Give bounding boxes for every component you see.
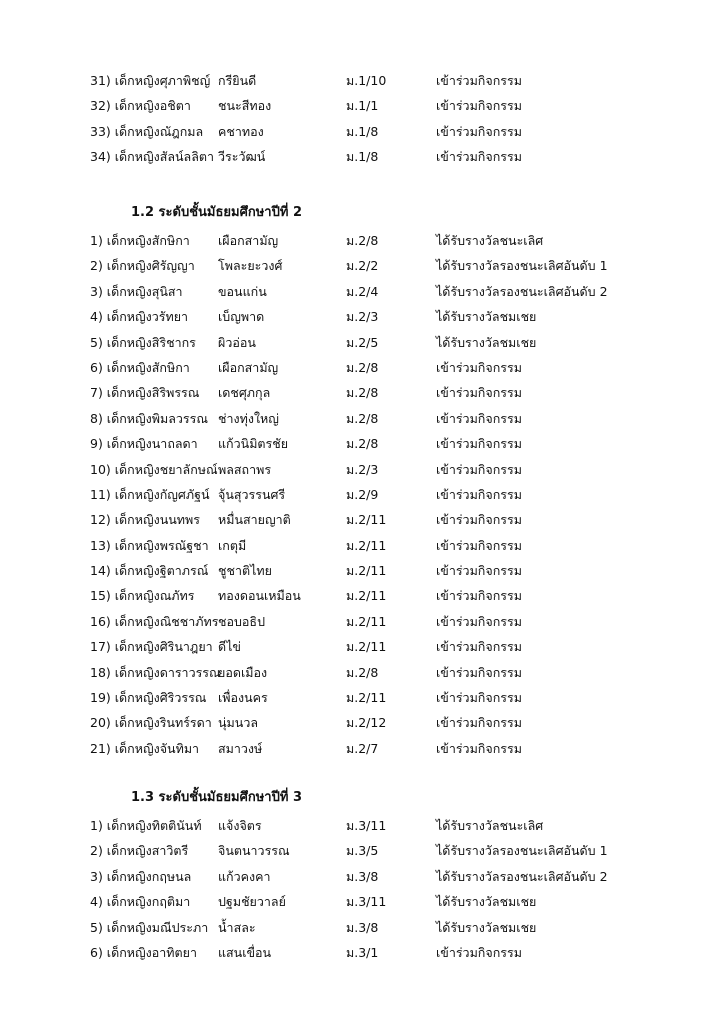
student-surname: จินตนาวรรณ	[218, 843, 290, 859]
student-surname: แก้วคงคา	[218, 868, 271, 884]
list-item	[0, 355, 724, 380]
student-surname: เพื่องนคร	[218, 690, 268, 706]
award-result: เข้าร่วมกิจกรรม	[436, 359, 522, 375]
student-class: ม.2/3	[346, 461, 379, 477]
student-class: ม.2/8	[346, 359, 379, 375]
student-surname: ดีไข่	[218, 639, 241, 655]
award-result: เข้าร่วมกิจกรรม	[436, 385, 522, 401]
list-item	[0, 634, 724, 659]
award-result: เข้าร่วมกิจกรรม	[436, 588, 522, 604]
list-item	[0, 457, 724, 482]
award-result: เข้าร่วมกิจกรรม	[436, 149, 522, 165]
student-surname: เกตุมี	[218, 537, 247, 553]
list-item	[0, 119, 724, 144]
student-class: ม.3/11	[346, 818, 387, 833]
student-class: ม.2/7	[346, 740, 379, 756]
award-result: เข้าร่วมกิจกรรม	[436, 436, 522, 452]
student-name: 3) เด็กหญิงสุนิสา	[90, 283, 183, 299]
list-item	[0, 736, 724, 761]
student-class: ม.3/8	[346, 919, 379, 935]
student-name: 6) เด็กหญิงอาทิตยา	[90, 944, 197, 960]
student-name: 18) เด็กหญิงดาราวรรณ	[90, 664, 221, 680]
list-item	[0, 915, 724, 940]
student-name: 16) เด็กหญิงณิชชาภัทร	[90, 613, 219, 629]
student-class: ม.2/8	[346, 664, 379, 680]
student-name: 8) เด็กหญิงพิมลวรรณ	[90, 410, 208, 426]
student-surname: หมื่นสายญาติ	[218, 512, 291, 528]
student-name: 4) เด็กหญิงกฤติมา	[90, 894, 191, 910]
student-surname: คชาทอง	[218, 123, 264, 139]
student-class: ม.2/11	[346, 690, 387, 706]
student-class: ม.1/8	[346, 149, 379, 165]
student-surname: เดชศุภกุล	[218, 385, 271, 401]
student-surname: ผิวอ่อน	[218, 334, 256, 350]
student-class: ม.2/12	[346, 715, 387, 731]
student-surname: วีระวัฒน์	[218, 149, 266, 165]
award-result: เข้าร่วมกิจกรรม	[436, 410, 522, 426]
student-class: ม.2/9	[346, 486, 379, 502]
student-surname: เบ็ญพาด	[218, 309, 265, 325]
list-item	[0, 228, 724, 253]
student-surname: แจ้งจิตร	[218, 818, 262, 833]
list-item	[0, 330, 724, 355]
student-class: ม.2/8	[346, 233, 379, 248]
award-result: เข้าร่วมกิจกรรม	[436, 690, 522, 706]
award-result: ได้รับรางวัลชมเชย	[436, 894, 537, 910]
list-item	[0, 507, 724, 532]
student-surname: ยอดเมือง	[218, 664, 268, 680]
award-result: เข้าร่วมกิจกรรม	[436, 123, 522, 139]
list-item	[0, 380, 724, 405]
award-result: ได้รับรางวัลรองชนะเลิศอันดับ 2	[436, 283, 608, 299]
list-item	[0, 304, 724, 329]
student-class: ม.2/11	[346, 563, 387, 579]
student-name: 14) เด็กหญิงฐิตาภรณ์	[90, 563, 209, 579]
list-item	[0, 279, 724, 304]
award-result: เข้าร่วมกิจกรรม	[436, 73, 522, 88]
student-name: 1) เด็กหญิงทิตตินันท์	[90, 818, 202, 833]
student-class: ม.3/5	[346, 843, 379, 859]
list-item	[0, 533, 724, 558]
student-surname: พลสถาพร	[218, 461, 272, 477]
student-name: 5) เด็กหญิงมณีประภา	[90, 919, 209, 935]
award-result: เข้าร่วมกิจกรรม	[436, 486, 522, 502]
student-name: 20) เด็กหญิงรินทร์รดา	[90, 715, 212, 731]
student-surname: กรียินดี	[218, 73, 257, 88]
student-name: 9) เด็กหญิงนาถลดา	[90, 436, 198, 452]
award-result: ได้รับรางวัลชมเชย	[436, 919, 537, 935]
student-class: ม.2/8	[346, 436, 379, 452]
student-class: ม.2/5	[346, 334, 379, 350]
list-item	[0, 558, 724, 583]
list-item	[0, 609, 724, 634]
award-result: เข้าร่วมกิจกรรม	[436, 944, 522, 960]
student-name: 6) เด็กหญิงสักษิกา	[90, 359, 190, 375]
award-result: ได้รับรางวัลชมเชย	[436, 309, 537, 325]
student-class: ม.2/8	[346, 385, 379, 401]
list-item	[0, 253, 724, 278]
student-surname: เผือกสามัญ	[218, 233, 279, 248]
student-name: 2) เด็กหญิงสาวิตรี	[90, 843, 189, 859]
list-item	[0, 864, 724, 889]
student-class: ม.3/1	[346, 944, 379, 960]
award-result: ได้รับรางวัลรองชนะเลิศอันดับ 1	[436, 258, 608, 274]
student-surname: เผือกสามัญ	[218, 359, 279, 375]
student-surname: แสนเขื่อน	[218, 944, 272, 960]
award-result: ได้รับรางวัลรองชนะเลิศอันดับ 2	[436, 868, 608, 884]
student-class: ม.2/11	[346, 639, 387, 655]
list-item	[0, 406, 724, 431]
award-result: ได้รับรางวัลชมเชย	[436, 334, 537, 350]
award-result: เข้าร่วมกิจกรรม	[436, 664, 522, 680]
student-surname: น้ำสละ	[218, 919, 256, 935]
student-surname: ชอบอธิป	[218, 613, 265, 629]
award-result: เข้าร่วมกิจกรรม	[436, 98, 522, 114]
list-item	[0, 685, 724, 710]
list-item	[0, 68, 724, 93]
list-item	[0, 93, 724, 118]
student-surname: ชนะสีทอง	[218, 98, 272, 114]
student-name: 10) เด็กหญิงชยาลักษณ์	[90, 461, 218, 477]
list-item	[0, 660, 724, 685]
section-heading: 1.2 ระดับชั้นมัธยมศึกษาปีที่ 2	[131, 205, 302, 220]
list-item	[0, 889, 724, 914]
award-result: ได้รับรางวัลรองชนะเลิศอันดับ 1	[436, 843, 608, 859]
student-name: 33) เด็กหญิงณัฎกมล	[90, 123, 204, 139]
student-class: ม.2/11	[346, 588, 387, 604]
student-name: 32) เด็กหญิงอชิตา	[90, 98, 191, 114]
section-heading: 1.3 ระดับชั้นมัธยมศึกษาปีที่ 3	[131, 790, 302, 805]
student-surname: โพละยะวงศ์	[218, 258, 283, 274]
student-name: 17) เด็กหญิงศิรินาฎยา	[90, 639, 213, 655]
award-result: เข้าร่วมกิจกรรม	[436, 715, 522, 731]
award-result: เข้าร่วมกิจกรรม	[436, 512, 522, 528]
student-surname: ปฐมชัยวาลย์	[218, 894, 286, 910]
student-class: ม.2/3	[346, 309, 379, 325]
student-name: 11) เด็กหญิงกัญศภัฐน์	[90, 486, 210, 502]
list-item	[0, 813, 724, 838]
student-class: ม.3/8	[346, 868, 379, 884]
student-name: 21) เด็กหญิงจันทิมา	[90, 740, 200, 756]
award-result: เข้าร่วมกิจกรรม	[436, 563, 522, 579]
student-class: ม.2/4	[346, 283, 379, 299]
list-item	[0, 838, 724, 863]
student-class: ม.2/11	[346, 613, 387, 629]
student-class: ม.1/8	[346, 123, 379, 139]
list-item	[0, 583, 724, 608]
student-name: 34) เด็กหญิงสัลน์ลลิตา	[90, 149, 214, 165]
award-result: ได้รับรางวัลชนะเลิศ	[436, 233, 544, 248]
student-class: ม.2/11	[346, 512, 387, 528]
student-class: ม.1/1	[346, 98, 379, 114]
section-m2	[0, 198, 724, 761]
student-name: 5) เด็กหญิงสิริชากร	[90, 334, 196, 350]
award-result: เข้าร่วมกิจกรรม	[436, 613, 522, 629]
student-class: ม.3/11	[346, 894, 387, 910]
student-surname: สมาวงษ์	[218, 740, 263, 756]
section-m3	[0, 783, 724, 965]
student-name: 3) เด็กหญิงกฤษนล	[90, 868, 192, 884]
student-class: ม.2/2	[346, 258, 379, 274]
award-result: เข้าร่วมกิจกรรม	[436, 537, 522, 553]
student-name: 4) เด็กหญิงวรัทยา	[90, 309, 189, 325]
student-name: 15) เด็กหญิงณภัทร	[90, 588, 195, 604]
student-surname: ช่างทุ่งใหญ่	[218, 410, 279, 426]
list-item	[0, 482, 724, 507]
list-item	[0, 940, 724, 965]
student-name: 13) เด็กหญิงพรณัฐชา	[90, 537, 209, 553]
student-name: 2) เด็กหญิงศิรัญญา	[90, 258, 195, 274]
award-result: เข้าร่วมกิจกรรม	[436, 461, 522, 477]
student-surname: จุ้นสุวรรนศรี	[218, 486, 286, 502]
list-item	[0, 144, 724, 169]
student-name: 19) เด็กหญิงศิริวรรณ	[90, 690, 207, 706]
student-class: ม.2/11	[346, 537, 387, 553]
student-name: 1) เด็กหญิงสักษิกา	[90, 233, 190, 248]
student-surname: แก้วนิมิตรชัย	[218, 436, 289, 452]
award-result: เข้าร่วมกิจกรรม	[436, 639, 522, 655]
list-item	[0, 710, 724, 735]
student-class: ม.1/10	[346, 73, 387, 88]
student-class: ม.2/8	[346, 410, 379, 426]
student-surname: ขอนแก่น	[218, 283, 267, 299]
award-result: ได้รับรางวัลชนะเลิศ	[436, 818, 544, 833]
student-surname: ทองดอนเหมือน	[218, 588, 301, 604]
list-item	[0, 431, 724, 456]
student-name: 12) เด็กหญิงนนทพร	[90, 512, 200, 528]
student-name: 7) เด็กหญิงสิริพรรณ	[90, 385, 200, 401]
student-name: 31) เด็กหญิงศุภาพิชญ์	[90, 73, 211, 88]
section-m1-continued	[0, 68, 724, 170]
award-result: เข้าร่วมกิจกรรม	[436, 740, 522, 756]
student-surname: ชูชาติไทย	[218, 563, 272, 579]
student-surname: นุ่มนวล	[218, 715, 259, 731]
